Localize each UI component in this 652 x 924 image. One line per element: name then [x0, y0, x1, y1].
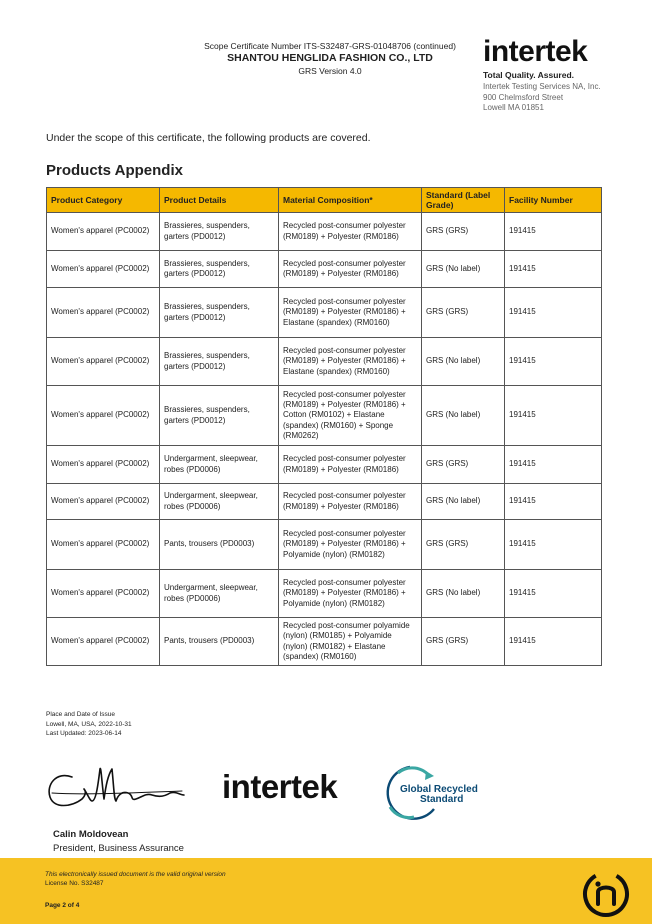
cell-composition: Recycled post-consumer polyester (RM0189) + Polyester (RM0186) + Cotton (RM0102) + Elastane (spandex) (RM0160) + Sponge (RM0262)	[279, 386, 422, 446]
cell-standard: GRS (No label)	[422, 386, 505, 446]
section-title: Products Appendix	[46, 162, 183, 179]
cell-details: Brassieres, suspenders, garters (PD0012)	[160, 288, 279, 338]
intertek-n-icon	[580, 868, 632, 920]
cell-category: Women's apparel (PC0002)	[47, 338, 160, 386]
cell-category: Women's apparel (PC0002)	[47, 251, 160, 288]
issue-label: Place and Date of Issue	[46, 711, 116, 718]
cell-facility: 191415	[505, 288, 602, 338]
cell-standard: GRS (No label)	[422, 570, 505, 618]
grs-line2: Standard	[420, 794, 464, 805]
issue-place-date: Lowell, MA, USA, 2022-10-31	[46, 720, 132, 728]
cell-category: Women's apparel (PC0002)	[47, 386, 160, 446]
cell-composition: Recycled post-consumer polyester (RM0189) + Polyester (RM0186) + Polyamide (nylon) (RM0182)	[279, 570, 422, 618]
grs-line1: Global Recycled	[400, 784, 478, 795]
table-row	[47, 251, 602, 288]
brand-address	[483, 82, 633, 114]
grs-text	[400, 785, 478, 805]
signer-name: Calin Moldovean	[53, 829, 129, 840]
cell-category: Women's apparel (PC0002)	[47, 213, 160, 251]
cell-details: Brassieres, suspenders, garters (PD0012)	[160, 251, 279, 288]
page-number: Page 2 of 4	[45, 902, 80, 909]
issue-info	[46, 710, 132, 739]
last-updated: Last Updated: 2023-06-14	[46, 730, 122, 737]
table-row	[47, 570, 602, 618]
cell-details: Undergarment, sleepwear, robes (PD0006)	[160, 570, 279, 618]
header-material-composition: Material Composition*	[279, 188, 422, 213]
table-header-row	[47, 188, 602, 213]
table-row	[47, 288, 602, 338]
cell-details: Pants, trousers (PD0003)	[160, 520, 279, 570]
intertek-footer-logo: intertek	[222, 768, 338, 805]
cell-composition: Recycled post-consumer polyamide (nylon) (RM0185) + Polyamide (nylon) (RM0182) + Elastane (spandex) (RM0160)	[279, 618, 422, 666]
cell-facility: 191415	[505, 618, 602, 666]
cell-category: Women's apparel (PC0002)	[47, 288, 160, 338]
cell-standard: GRS (GRS)	[422, 520, 505, 570]
cell-facility: 191415	[505, 213, 602, 251]
footer-note: This electronically issued document is the valid original version	[45, 871, 226, 878]
header-product-category: Product Category	[47, 188, 160, 213]
table-row	[47, 520, 602, 570]
cell-standard: GRS (GRS)	[422, 446, 505, 484]
table-row	[47, 213, 602, 251]
cell-facility: 191415	[505, 338, 602, 386]
cell-facility: 191415	[505, 251, 602, 288]
cell-details: Undergarment, sleepwear, robes (PD0006)	[160, 446, 279, 484]
cell-details: Pants, trousers (PD0003)	[160, 618, 279, 666]
cell-composition: Recycled post-consumer polyester (RM0189) + Polyester (RM0186) + Elastane (spandex) (RM0160)	[279, 338, 422, 386]
grs-version: GRS Version 4.0	[298, 66, 362, 76]
cell-facility: 191415	[505, 570, 602, 618]
table-row	[47, 484, 602, 520]
cell-standard: GRS (GRS)	[422, 618, 505, 666]
cell-composition: Recycled post-consumer polyester (RM0189) + Polyester (RM0186)	[279, 446, 422, 484]
intertek-brand-block	[483, 35, 633, 114]
cell-standard: GRS (No label)	[422, 484, 505, 520]
cell-category: Women's apparel (PC0002)	[47, 520, 160, 570]
cell-category: Women's apparel (PC0002)	[47, 484, 160, 520]
signer-block	[53, 828, 184, 856]
header-center	[160, 41, 500, 78]
table-row	[47, 618, 602, 666]
intro-text: Under the scope of this certificate, the following products are covered.	[46, 132, 371, 144]
footer-band	[0, 858, 652, 924]
cell-category: Women's apparel (PC0002)	[47, 446, 160, 484]
cell-category: Women's apparel (PC0002)	[47, 570, 160, 618]
cell-composition: Recycled post-consumer polyester (RM0189) + Polyester (RM0186) + Elastane (spandex) (RM0160)	[279, 288, 422, 338]
cell-composition: Recycled post-consumer polyester (RM0189) + Polyester (RM0186)	[279, 251, 422, 288]
signer-title: President, Business Assurance	[53, 843, 184, 854]
company-name: SHANTOU HENGLIDA FASHION CO., LTD	[227, 52, 433, 64]
cell-facility: 191415	[505, 446, 602, 484]
header-facility-number: Facility Number	[505, 188, 602, 213]
cell-details: Brassieres, suspenders, garters (PD0012)	[160, 386, 279, 446]
scope-certificate-line: Scope Certificate Number ITS-S32487-GRS-01048706 (continued)	[204, 41, 456, 51]
table-row	[47, 446, 602, 484]
license-number: License No. S32487	[45, 880, 104, 887]
cell-facility: 191415	[505, 520, 602, 570]
cell-composition: Recycled post-consumer polyester (RM0189) + Polyester (RM0186)	[279, 484, 422, 520]
cell-standard: GRS (GRS)	[422, 288, 505, 338]
header-standard: Standard (Label Grade)	[422, 188, 505, 213]
intertek-logo: intertek	[483, 35, 588, 68]
cell-facility: 191415	[505, 484, 602, 520]
cell-details: Undergarment, sleepwear, robes (PD0006)	[160, 484, 279, 520]
cell-standard: GRS (No label)	[422, 251, 505, 288]
cell-details: Brassieres, suspenders, garters (PD0012)	[160, 213, 279, 251]
signature-image	[42, 755, 192, 820]
cell-composition: Recycled post-consumer polyester (RM0189) + Polyester (RM0186) + Polyamide (nylon) (RM0182)	[279, 520, 422, 570]
address-line: Lowell MA 01851	[483, 103, 544, 112]
address-line: 900 Chelmsford Street	[483, 92, 564, 102]
cell-category: Women's apparel (PC0002)	[47, 618, 160, 666]
cell-facility: 191415	[505, 386, 602, 446]
grs-logo	[380, 763, 488, 823]
brand-tagline: Total Quality. Assured.	[483, 70, 574, 80]
cell-details: Brassieres, suspenders, garters (PD0012)	[160, 338, 279, 386]
address-line: Intertek Testing Services NA, Inc.	[483, 82, 601, 91]
cell-composition: Recycled post-consumer polyester (RM0189) + Polyester (RM0186)	[279, 213, 422, 251]
products-table	[46, 187, 602, 666]
table-row	[47, 386, 602, 446]
cell-standard: GRS (No label)	[422, 338, 505, 386]
table-row	[47, 338, 602, 386]
header-product-details: Product Details	[160, 188, 279, 213]
cell-standard: GRS (GRS)	[422, 213, 505, 251]
